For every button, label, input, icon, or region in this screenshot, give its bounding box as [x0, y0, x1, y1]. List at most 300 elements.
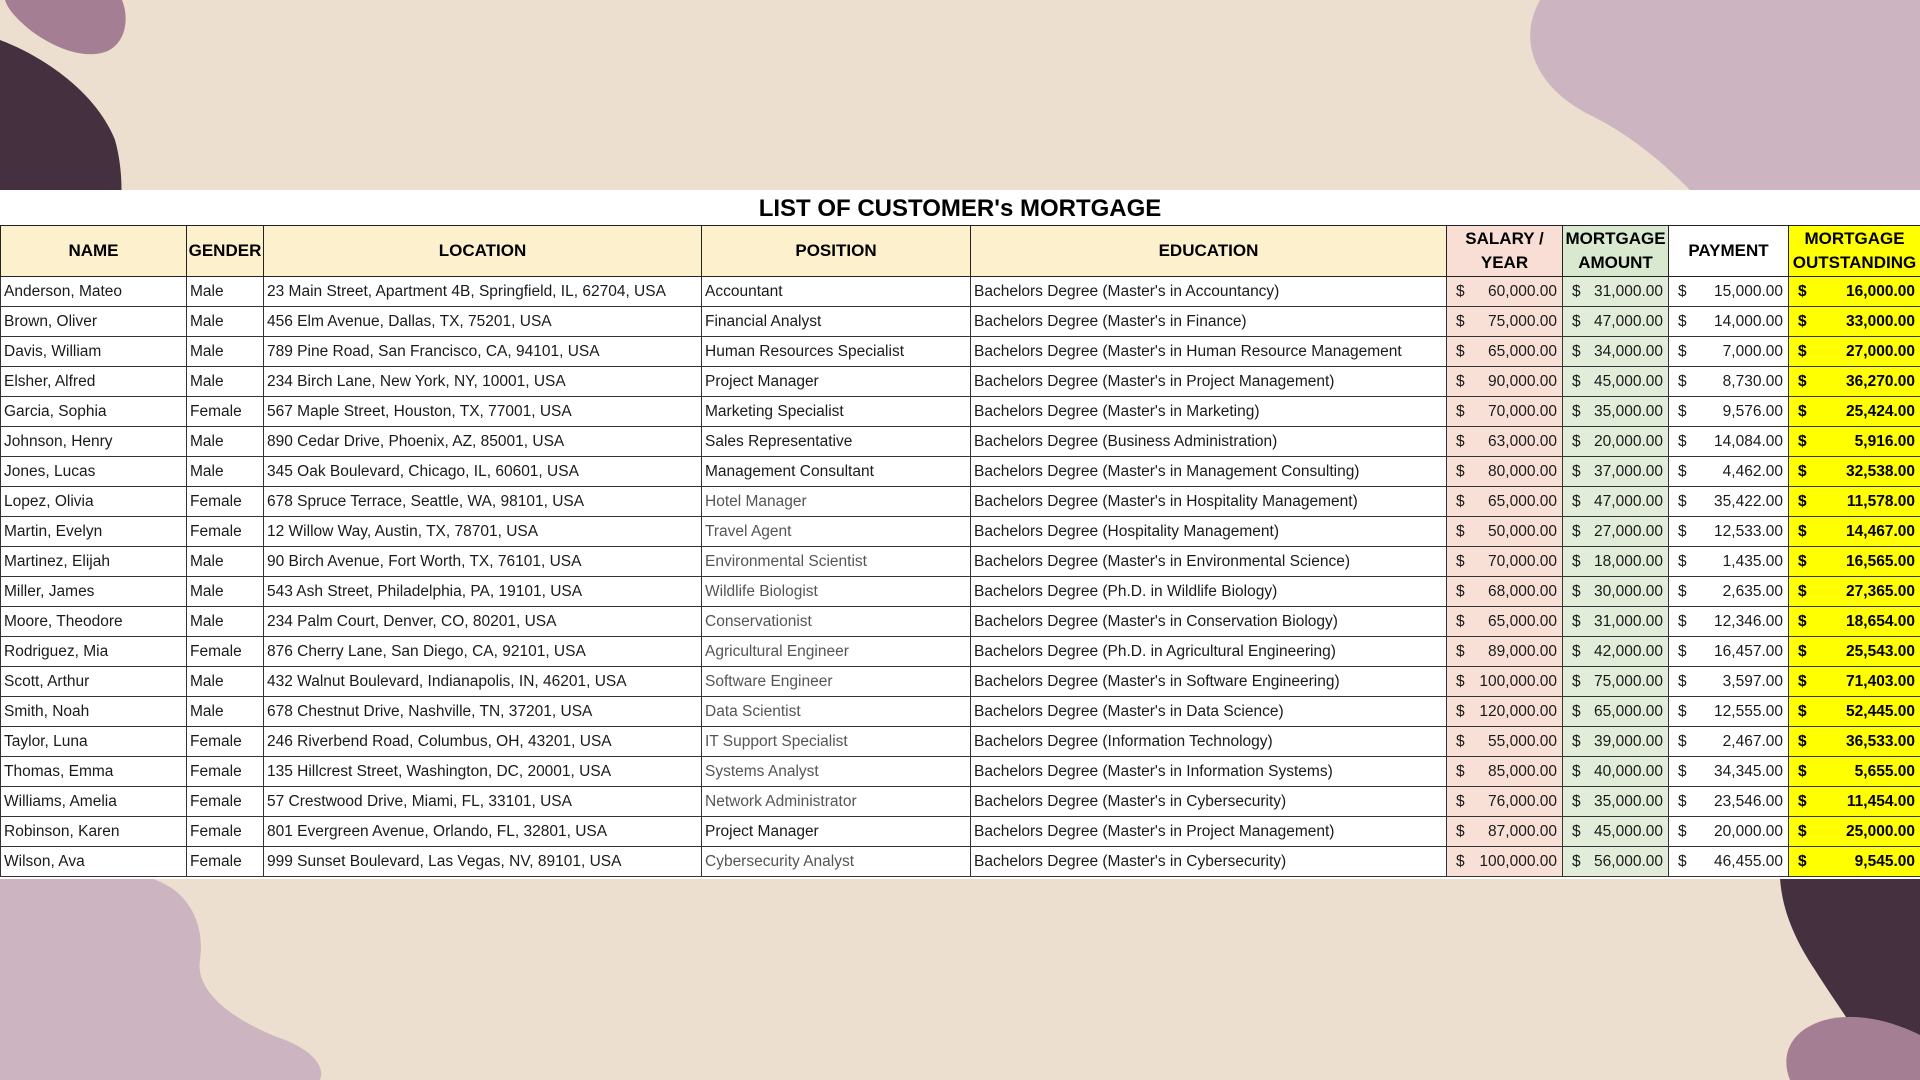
cell-position[interactable]: Cybersecurity Analyst [702, 847, 971, 877]
cell-name[interactable]: Miller, James [1, 577, 187, 607]
cell-salary[interactable] [1447, 487, 1563, 517]
payment-value: 14,000.00 [1714, 312, 1783, 330]
currency-symbol: $ [1798, 582, 1807, 600]
salary-value: 76,000.00 [1488, 792, 1557, 810]
salary-value: 75,000.00 [1488, 312, 1557, 330]
cell-payment[interactable] [1669, 487, 1789, 517]
cell-payment[interactable] [1669, 817, 1789, 847]
table-header-row [1, 226, 1920, 277]
cell-outstanding[interactable] [1789, 697, 1920, 727]
currency-symbol: $ [1572, 672, 1581, 690]
cell-position[interactable]: Project Manager [702, 817, 971, 847]
cell-payment[interactable] [1669, 847, 1789, 877]
currency-symbol: $ [1456, 852, 1465, 870]
payment-value: 14,084.00 [1714, 432, 1783, 450]
cell-gender[interactable]: Male [187, 697, 264, 727]
cell-outstanding[interactable] [1789, 757, 1920, 787]
outstanding-value: 11,578.00 [1846, 492, 1915, 510]
cell-name[interactable]: Scott, Arthur [1, 667, 187, 697]
outstanding-value: 11,454.00 [1846, 792, 1915, 810]
cell-payment[interactable] [1669, 607, 1789, 637]
cell-education[interactable]: Bachelors Degree (Master's in Accountancy) [971, 277, 1447, 307]
cell-name[interactable]: Martin, Evelyn [1, 517, 187, 547]
cell-mortgage[interactable] [1563, 577, 1669, 607]
cell-payment[interactable] [1669, 637, 1789, 667]
cell-payment[interactable] [1669, 787, 1789, 817]
column-header-mortgage-amount[interactable]: MORTGAGE AMOUNT [1563, 226, 1669, 277]
table-row[interactable] [1, 397, 1920, 427]
cell-payment[interactable] [1669, 667, 1789, 697]
table-row[interactable] [1, 637, 1920, 667]
mortgage-value: 20,000.00 [1594, 432, 1663, 450]
salary-value: 70,000.00 [1488, 552, 1557, 570]
cell-education[interactable]: Bachelors Degree (Master's in Management Consulting) [971, 457, 1447, 487]
cell-location[interactable]: 801 Evergreen Avenue, Orlando, FL, 32801, USA [264, 817, 702, 847]
cell-outstanding[interactable] [1789, 487, 1920, 517]
cell-salary[interactable] [1447, 577, 1563, 607]
cell-payment[interactable] [1669, 337, 1789, 367]
cell-outstanding[interactable] [1789, 517, 1920, 547]
cell-outstanding[interactable] [1789, 727, 1920, 757]
currency-symbol: $ [1456, 312, 1465, 330]
salary-value: 120,000.00 [1479, 702, 1557, 720]
cell-outstanding[interactable] [1789, 577, 1920, 607]
cell-mortgage[interactable] [1563, 607, 1669, 637]
cell-gender[interactable]: Male [187, 667, 264, 697]
cell-location[interactable]: 135 Hillcrest Street, Washington, DC, 20001, USA [264, 757, 702, 787]
cell-salary[interactable] [1447, 637, 1563, 667]
cell-outstanding[interactable] [1789, 817, 1920, 847]
cell-mortgage[interactable] [1563, 397, 1669, 427]
cell-outstanding[interactable] [1789, 787, 1920, 817]
cell-outstanding[interactable] [1789, 667, 1920, 697]
table-row[interactable] [1, 517, 1920, 547]
cell-position[interactable]: Wildlife Biologist [702, 577, 971, 607]
cell-position[interactable]: Accountant [702, 277, 971, 307]
cell-education[interactable]: Bachelors Degree (Master's in Cybersecurity) [971, 847, 1447, 877]
cell-salary[interactable] [1447, 547, 1563, 577]
currency-symbol: $ [1572, 492, 1581, 510]
table-body [1, 277, 1920, 877]
cell-outstanding[interactable] [1789, 457, 1920, 487]
cell-gender[interactable]: Male [187, 457, 264, 487]
currency-symbol: $ [1456, 702, 1465, 720]
cell-position[interactable]: Environmental Scientist [702, 547, 971, 577]
currency-symbol: $ [1678, 612, 1687, 630]
currency-symbol: $ [1456, 372, 1465, 390]
cell-location[interactable]: 23 Main Street, Apartment 4B, Springfield, IL, 62704, USA [264, 277, 702, 307]
cell-name[interactable]: Williams, Amelia [1, 787, 187, 817]
cell-education[interactable]: Bachelors Degree (Master's in Conservation Biology) [971, 607, 1447, 637]
cell-name[interactable]: Garcia, Sophia [1, 397, 187, 427]
cell-mortgage[interactable] [1563, 277, 1669, 307]
cell-outstanding[interactable] [1789, 337, 1920, 367]
cell-gender[interactable]: Male [187, 577, 264, 607]
payment-value: 23,546.00 [1714, 792, 1783, 810]
salary-value: 50,000.00 [1488, 522, 1557, 540]
salary-value: 70,000.00 [1488, 402, 1557, 420]
cell-position[interactable]: Conservationist [702, 607, 971, 637]
cell-name[interactable]: Thomas, Emma [1, 757, 187, 787]
cell-payment[interactable] [1669, 757, 1789, 787]
column-header-salary[interactable]: SALARY / YEAR [1447, 226, 1563, 277]
currency-symbol: $ [1572, 282, 1581, 300]
column-header-gender[interactable]: GENDER [187, 226, 264, 277]
cell-education[interactable]: Bachelors Degree (Master's in Software Engineering) [971, 667, 1447, 697]
cell-salary[interactable] [1447, 817, 1563, 847]
outstanding-value: 25,543.00 [1846, 642, 1915, 660]
cell-payment[interactable] [1669, 307, 1789, 337]
currency-symbol: $ [1798, 612, 1807, 630]
cell-position[interactable]: Hotel Manager [702, 487, 971, 517]
payment-value: 8,730.00 [1722, 372, 1783, 390]
outstanding-value: 16,565.00 [1846, 552, 1915, 570]
payment-value: 15,000.00 [1714, 282, 1783, 300]
cell-position[interactable]: IT Support Specialist [702, 727, 971, 757]
cell-salary[interactable] [1447, 367, 1563, 397]
cell-position[interactable]: Systems Analyst [702, 757, 971, 787]
payment-value: 16,457.00 [1714, 642, 1783, 660]
cell-mortgage[interactable] [1563, 337, 1669, 367]
cell-gender[interactable]: Male [187, 277, 264, 307]
decorative-blob-top-right [1520, 0, 1920, 200]
cell-mortgage[interactable] [1563, 307, 1669, 337]
cell-location[interactable]: 543 Ash Street, Philadelphia, PA, 19101, USA [264, 577, 702, 607]
cell-position[interactable]: Data Scientist [702, 697, 971, 727]
cell-position[interactable]: Travel Agent [702, 517, 971, 547]
cell-mortgage[interactable] [1563, 847, 1669, 877]
cell-education[interactable]: Bachelors Degree (Ph.D. in Agricultural Engineering) [971, 637, 1447, 667]
currency-symbol: $ [1456, 522, 1465, 540]
cell-name[interactable]: Wilson, Ava [1, 847, 187, 877]
currency-symbol: $ [1798, 432, 1807, 450]
currency-symbol: $ [1678, 552, 1687, 570]
outstanding-value: 9,545.00 [1854, 852, 1915, 870]
cell-salary[interactable] [1447, 457, 1563, 487]
cell-outstanding[interactable] [1789, 397, 1920, 427]
mortgage-value: 47,000.00 [1594, 312, 1663, 330]
cell-gender[interactable]: Female [187, 727, 264, 757]
table-row[interactable] [1, 547, 1920, 577]
cell-payment[interactable] [1669, 397, 1789, 427]
cell-outstanding[interactable] [1789, 367, 1920, 397]
cell-position[interactable]: Financial Analyst [702, 307, 971, 337]
cell-mortgage[interactable] [1563, 727, 1669, 757]
table-row[interactable] [1, 667, 1920, 697]
table-row[interactable] [1, 697, 1920, 727]
cell-salary[interactable] [1447, 397, 1563, 427]
cell-mortgage[interactable] [1563, 427, 1669, 457]
cell-gender[interactable]: Female [187, 757, 264, 787]
cell-education[interactable]: Bachelors Degree (Master's in Environmental Science) [971, 547, 1447, 577]
cell-mortgage[interactable] [1563, 367, 1669, 397]
cell-salary[interactable] [1447, 337, 1563, 367]
cell-name[interactable]: Johnson, Henry [1, 427, 187, 457]
cell-outstanding[interactable] [1789, 547, 1920, 577]
cell-name[interactable]: Jones, Lucas [1, 457, 187, 487]
currency-symbol: $ [1798, 552, 1807, 570]
cell-name[interactable]: Brown, Oliver [1, 307, 187, 337]
cell-gender[interactable]: Female [187, 517, 264, 547]
cell-outstanding[interactable] [1789, 847, 1920, 877]
cell-payment[interactable] [1669, 277, 1789, 307]
cell-salary[interactable] [1447, 667, 1563, 697]
cell-education[interactable]: Bachelors Degree (Master's in Human Resource Management [971, 337, 1447, 367]
cell-gender[interactable]: Female [187, 397, 264, 427]
table-row[interactable] [1, 277, 1920, 307]
cell-outstanding[interactable] [1789, 607, 1920, 637]
currency-symbol: $ [1572, 822, 1581, 840]
column-header-location[interactable]: LOCATION [264, 226, 702, 277]
currency-symbol: $ [1456, 642, 1465, 660]
cell-location[interactable]: 12 Willow Way, Austin, TX, 78701, USA [264, 517, 702, 547]
table-row[interactable] [1, 487, 1920, 517]
cell-gender[interactable]: Male [187, 607, 264, 637]
currency-symbol: $ [1798, 852, 1807, 870]
currency-symbol: $ [1456, 762, 1465, 780]
cell-gender[interactable]: Female [187, 487, 264, 517]
outstanding-value: 14,467.00 [1846, 522, 1915, 540]
cell-education[interactable]: Bachelors Degree (Master's in Hospitality Management) [971, 487, 1447, 517]
currency-symbol: $ [1798, 792, 1807, 810]
cell-location[interactable]: 246 Riverbend Road, Columbus, OH, 43201, USA [264, 727, 702, 757]
currency-symbol: $ [1572, 762, 1581, 780]
cell-gender[interactable]: Female [187, 847, 264, 877]
currency-symbol: $ [1678, 342, 1687, 360]
cell-salary[interactable] [1447, 847, 1563, 877]
cell-location[interactable]: 345 Oak Boulevard, Chicago, IL, 60601, USA [264, 457, 702, 487]
cell-payment[interactable] [1669, 367, 1789, 397]
cell-salary[interactable] [1447, 697, 1563, 727]
cell-mortgage[interactable] [1563, 817, 1669, 847]
cell-name[interactable]: Taylor, Luna [1, 727, 187, 757]
cell-education[interactable]: Bachelors Degree (Hospitality Management) [971, 517, 1447, 547]
cell-gender[interactable]: Female [187, 817, 264, 847]
currency-symbol: $ [1798, 672, 1807, 690]
outstanding-value: 16,000.00 [1846, 282, 1915, 300]
table-row[interactable] [1, 727, 1920, 757]
outstanding-value: 27,000.00 [1846, 342, 1915, 360]
cell-outstanding[interactable] [1789, 427, 1920, 457]
cell-mortgage[interactable] [1563, 547, 1669, 577]
table-row[interactable] [1, 817, 1920, 847]
cell-education[interactable]: Bachelors Degree (Ph.D. in Wildlife Biology) [971, 577, 1447, 607]
cell-name[interactable]: Anderson, Mateo [1, 277, 187, 307]
cell-name[interactable]: Elsher, Alfred [1, 367, 187, 397]
outstanding-value: 52,445.00 [1846, 702, 1915, 720]
cell-position[interactable]: Network Administrator [702, 787, 971, 817]
cell-outstanding[interactable] [1789, 307, 1920, 337]
mortgage-value: 45,000.00 [1594, 372, 1663, 390]
cell-education[interactable]: Bachelors Degree (Master's in Finance) [971, 307, 1447, 337]
cell-salary[interactable] [1447, 517, 1563, 547]
salary-value: 80,000.00 [1488, 462, 1557, 480]
cell-location[interactable]: 678 Chestnut Drive, Nashville, TN, 37201, USA [264, 697, 702, 727]
table-row[interactable] [1, 577, 1920, 607]
cell-location[interactable]: 890 Cedar Drive, Phoenix, AZ, 85001, USA [264, 427, 702, 457]
cell-name[interactable]: Robinson, Karen [1, 817, 187, 847]
currency-symbol: $ [1572, 852, 1581, 870]
payment-value: 9,576.00 [1722, 402, 1783, 420]
cell-education[interactable]: Bachelors Degree (Master's in Project Management) [971, 817, 1447, 847]
currency-symbol: $ [1678, 762, 1687, 780]
cell-payment[interactable] [1669, 517, 1789, 547]
cell-gender[interactable]: Male [187, 547, 264, 577]
cell-salary[interactable] [1447, 277, 1563, 307]
currency-symbol: $ [1798, 522, 1807, 540]
column-header-payment[interactable]: PAYMENT [1669, 226, 1789, 277]
cell-salary[interactable] [1447, 757, 1563, 787]
salary-value: 100,000.00 [1479, 852, 1557, 870]
currency-symbol: $ [1678, 492, 1687, 510]
cell-location[interactable]: 999 Sunset Boulevard, Las Vegas, NV, 89101, USA [264, 847, 702, 877]
cell-mortgage[interactable] [1563, 457, 1669, 487]
currency-symbol: $ [1678, 462, 1687, 480]
outstanding-value: 25,424.00 [1846, 402, 1915, 420]
cell-gender[interactable]: Male [187, 307, 264, 337]
cell-education[interactable]: Bachelors Degree (Master's in Information Systems) [971, 757, 1447, 787]
cell-education[interactable]: Bachelors Degree (Master's in Project Management) [971, 367, 1447, 397]
table-row[interactable] [1, 847, 1920, 877]
cell-name[interactable]: Moore, Theodore [1, 607, 187, 637]
cell-outstanding[interactable] [1789, 277, 1920, 307]
cell-position[interactable]: Management Consultant [702, 457, 971, 487]
cell-name[interactable]: Smith, Noah [1, 697, 187, 727]
cell-gender[interactable]: Male [187, 427, 264, 457]
outstanding-value: 27,365.00 [1846, 582, 1915, 600]
cell-payment[interactable] [1669, 457, 1789, 487]
cell-location[interactable]: 567 Maple Street, Houston, TX, 77001, USA [264, 397, 702, 427]
currency-symbol: $ [1798, 732, 1807, 750]
currency-symbol: $ [1798, 282, 1807, 300]
cell-education[interactable]: Bachelors Degree (Master's in Marketing) [971, 397, 1447, 427]
cell-position[interactable]: Agricultural Engineer [702, 637, 971, 667]
salary-value: 87,000.00 [1488, 822, 1557, 840]
table-row[interactable] [1, 607, 1920, 637]
currency-symbol: $ [1678, 792, 1687, 810]
mortgage-value: 65,000.00 [1594, 702, 1663, 720]
cell-location[interactable]: 90 Birch Avenue, Fort Worth, TX, 76101, USA [264, 547, 702, 577]
currency-symbol: $ [1678, 852, 1687, 870]
outstanding-value: 5,916.00 [1854, 432, 1915, 450]
cell-mortgage[interactable] [1563, 517, 1669, 547]
mortgage-value: 30,000.00 [1594, 582, 1663, 600]
column-header-name[interactable]: NAME [1, 226, 187, 277]
cell-location[interactable]: 876 Cherry Lane, San Diego, CA, 92101, USA [264, 637, 702, 667]
table-row[interactable] [1, 427, 1920, 457]
cell-gender[interactable]: Male [187, 337, 264, 367]
cell-name[interactable]: Martinez, Elijah [1, 547, 187, 577]
cell-payment[interactable] [1669, 697, 1789, 727]
payment-value: 34,345.00 [1714, 762, 1783, 780]
mortgage-table [0, 225, 1920, 877]
mortgage-value: 42,000.00 [1594, 642, 1663, 660]
table-row[interactable] [1, 367, 1920, 397]
cell-salary[interactable] [1447, 307, 1563, 337]
cell-position[interactable]: Human Resources Specialist [702, 337, 971, 367]
cell-mortgage[interactable] [1563, 787, 1669, 817]
cell-education[interactable]: Bachelors Degree (Business Administration) [971, 427, 1447, 457]
cell-position[interactable]: Project Manager [702, 367, 971, 397]
cell-salary[interactable] [1447, 427, 1563, 457]
currency-symbol: $ [1572, 342, 1581, 360]
currency-symbol: $ [1456, 822, 1465, 840]
column-header-position[interactable]: POSITION [702, 226, 971, 277]
column-header-education[interactable]: EDUCATION [971, 226, 1447, 277]
cell-education[interactable]: Bachelors Degree (Information Technology) [971, 727, 1447, 757]
currency-symbol: $ [1798, 372, 1807, 390]
salary-value: 100,000.00 [1479, 672, 1557, 690]
currency-symbol: $ [1456, 552, 1465, 570]
table-title: LIST OF CUSTOMER's MORTGAGE [758, 195, 1162, 222]
cell-mortgage[interactable] [1563, 697, 1669, 727]
cell-mortgage[interactable] [1563, 487, 1669, 517]
cell-payment[interactable] [1669, 727, 1789, 757]
salary-value: 63,000.00 [1488, 432, 1557, 450]
cell-outstanding[interactable] [1789, 637, 1920, 667]
cell-mortgage[interactable] [1563, 667, 1669, 697]
cell-location[interactable]: 57 Crestwood Drive, Miami, FL, 33101, USA [264, 787, 702, 817]
cell-mortgage[interactable] [1563, 757, 1669, 787]
cell-location[interactable]: 234 Birch Lane, New York, NY, 10001, USA [264, 367, 702, 397]
cell-position[interactable]: Sales Representative [702, 427, 971, 457]
cell-education[interactable]: Bachelors Degree (Master's in Cybersecurity) [971, 787, 1447, 817]
cell-position[interactable]: Marketing Specialist [702, 397, 971, 427]
payment-value: 12,346.00 [1714, 612, 1783, 630]
currency-symbol: $ [1456, 732, 1465, 750]
table-row[interactable] [1, 787, 1920, 817]
cell-location[interactable]: 456 Elm Avenue, Dallas, TX, 75201, USA [264, 307, 702, 337]
cell-payment[interactable] [1669, 577, 1789, 607]
cell-salary[interactable] [1447, 607, 1563, 637]
table-row[interactable] [1, 457, 1920, 487]
cell-mortgage[interactable] [1563, 637, 1669, 667]
column-header-mortgage-outstanding[interactable]: MORTGAGE OUTSTANDING [1789, 226, 1920, 277]
cell-name[interactable]: Rodriguez, Mia [1, 637, 187, 667]
cell-salary[interactable] [1447, 727, 1563, 757]
currency-symbol: $ [1572, 612, 1581, 630]
currency-symbol: $ [1678, 312, 1687, 330]
cell-name[interactable]: Lopez, Olivia [1, 487, 187, 517]
table-row[interactable] [1, 757, 1920, 787]
cell-salary[interactable] [1447, 787, 1563, 817]
outstanding-value: 25,000.00 [1846, 822, 1915, 840]
table-row[interactable] [1, 307, 1920, 337]
currency-symbol: $ [1572, 732, 1581, 750]
currency-symbol: $ [1678, 642, 1687, 660]
cell-location[interactable]: 678 Spruce Terrace, Seattle, WA, 98101, USA [264, 487, 702, 517]
cell-education[interactable]: Bachelors Degree (Master's in Data Science) [971, 697, 1447, 727]
currency-symbol: $ [1572, 702, 1581, 720]
cell-location[interactable]: 234 Palm Court, Denver, CO, 80201, USA [264, 607, 702, 637]
cell-gender[interactable]: Female [187, 787, 264, 817]
cell-name[interactable]: Davis, William [1, 337, 187, 367]
currency-symbol: $ [1798, 762, 1807, 780]
cell-gender[interactable]: Male [187, 367, 264, 397]
cell-location[interactable]: 789 Pine Road, San Francisco, CA, 94101, USA [264, 337, 702, 367]
currency-symbol: $ [1678, 432, 1687, 450]
currency-symbol: $ [1678, 582, 1687, 600]
cell-payment[interactable] [1669, 427, 1789, 457]
cell-location[interactable]: 432 Walnut Boulevard, Indianapolis, IN, 46201, USA [264, 667, 702, 697]
table-row[interactable] [1, 337, 1920, 367]
cell-position[interactable]: Software Engineer [702, 667, 971, 697]
currency-symbol: $ [1456, 402, 1465, 420]
cell-payment[interactable] [1669, 547, 1789, 577]
cell-gender[interactable]: Female [187, 637, 264, 667]
salary-value: 90,000.00 [1488, 372, 1557, 390]
mortgage-value: 35,000.00 [1594, 792, 1663, 810]
